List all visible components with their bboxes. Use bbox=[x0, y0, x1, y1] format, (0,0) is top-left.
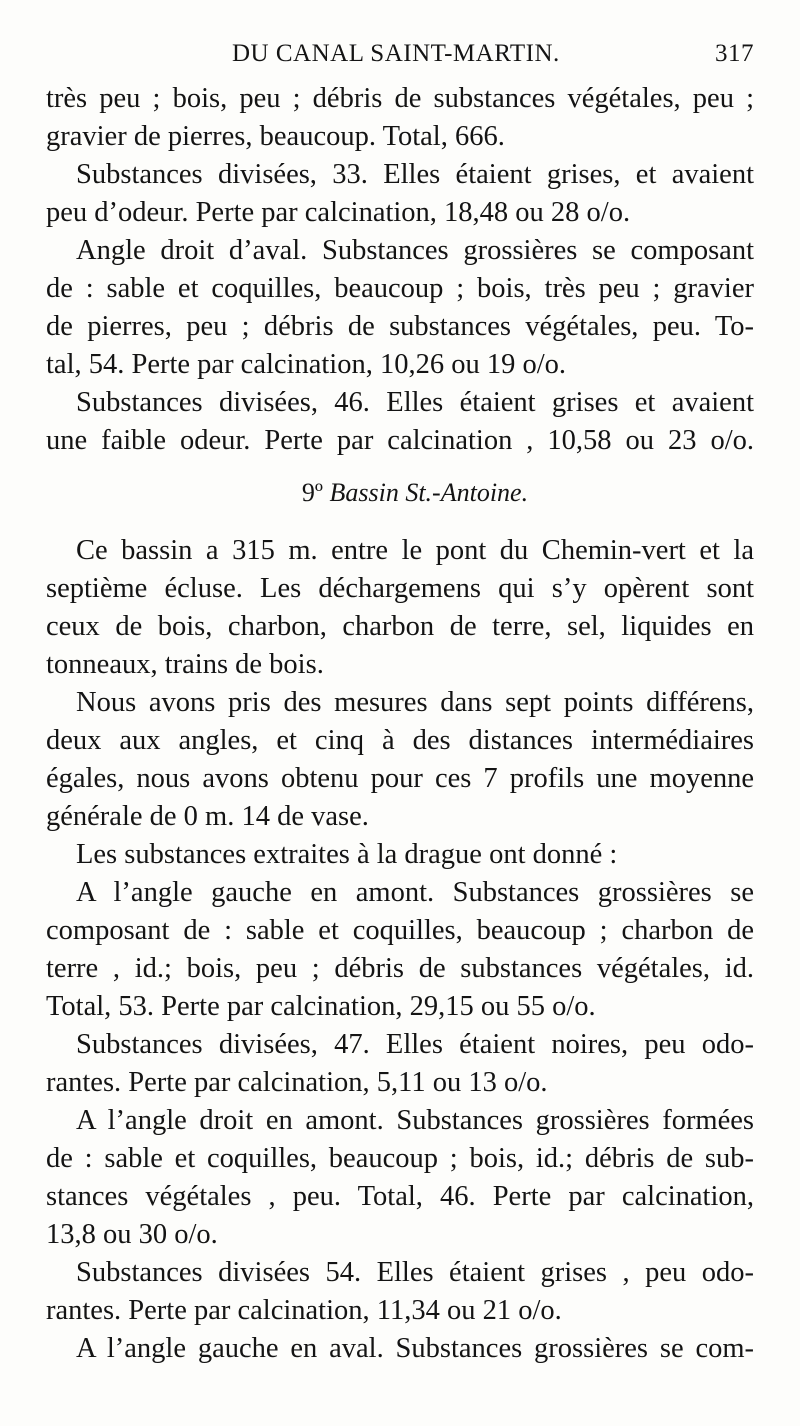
text-line: terre , id.; bois, peu ; débris de substances végétales, id. bbox=[46, 953, 754, 984]
text-line: de : sable et coquilles, beaucoup ; bois, très peu ; gravier bbox=[46, 273, 754, 304]
text-line: de pierres, peu ; débris de substances végétales, peu. To- bbox=[46, 311, 754, 342]
text-line: de : sable et coquilles, beaucoup ; bois, id.; débris de sub- bbox=[46, 1143, 754, 1174]
text-line: Substances divisées, 47. Elles étaient noires, peu odo- bbox=[76, 1029, 754, 1060]
text-line: Les substances extraites à la drague ont donné : bbox=[76, 839, 618, 870]
text-block-before-heading bbox=[46, 80, 754, 460]
text-line: stances végétales , peu. Total, 46. Perte par calcination, bbox=[46, 1181, 754, 1212]
text-line: très peu ; bois, peu ; débris de substances végétales, peu ; bbox=[46, 83, 754, 114]
text-line: Angle droit d’aval. Substances grossières se composant bbox=[76, 235, 754, 266]
text-line: tal, 54. Perte par calcination, 10,26 ou 19 o/o. bbox=[46, 349, 566, 380]
text-line: générale de 0 m. 14 de vase. bbox=[46, 801, 369, 832]
text-line: Substances divisées 54. Elles étaient grises , peu odo- bbox=[76, 1257, 754, 1288]
page-number: 317 bbox=[715, 40, 754, 67]
running-head-title: DU CANAL SAINT-MARTIN. bbox=[232, 40, 560, 67]
text-block-after-heading bbox=[46, 532, 754, 1368]
text-line: gravier de pierres, beaucoup. Total, 666. bbox=[46, 121, 505, 152]
text-line: peu d’odeur. Perte par calcination, 18,48 ou 28 o/o. bbox=[46, 197, 631, 228]
section-heading-ordinal: 9º bbox=[301, 478, 323, 507]
text-line: deux aux angles, et cinq à des distances intermédiaires bbox=[46, 725, 754, 756]
text-line: A l’angle gauche en amont. Substances grossières se bbox=[76, 877, 754, 908]
section-heading bbox=[46, 474, 754, 512]
text-line: A l’angle droit en amont. Substances grossières formées bbox=[76, 1105, 754, 1136]
text-line: septième écluse. Les déchargemens qui s’y opèrent sont bbox=[46, 573, 754, 604]
text-line: composant de : sable et coquilles, beaucoup ; charbon de bbox=[46, 915, 754, 946]
text-line: rantes. Perte par calcination, 5,11 ou 13 o/o. bbox=[46, 1067, 548, 1098]
text-line: Ce bassin a 315 m. entre le pont du Chemin-vert et la bbox=[76, 535, 754, 566]
text-line: Substances divisées, 33. Elles étaient grises, et avaient bbox=[76, 159, 754, 190]
text-line: tonneaux, trains de bois. bbox=[46, 649, 324, 680]
section-heading-title: Bassin St.-Antoine. bbox=[329, 478, 529, 507]
text-line: Total, 53. Perte par calcination, 29,15 ou 55 o/o. bbox=[46, 991, 596, 1022]
text-line: égales, nous avons obtenu pour ces 7 profils une moyenne bbox=[46, 763, 754, 794]
text-line: 13,8 ou 30 o/o. bbox=[46, 1219, 218, 1250]
text-line: ceux de bois, charbon, charbon de terre, sel, liquides en bbox=[46, 611, 754, 642]
body-text bbox=[46, 80, 754, 1368]
text-line: rantes. Perte par calcination, 11,34 ou 21 o/o. bbox=[46, 1295, 562, 1326]
text-line: Substances divisées, 46. Elles étaient grises et avaient bbox=[76, 387, 754, 418]
text-line: Nous avons pris des mesures dans sept points différens, bbox=[76, 687, 754, 718]
running-head bbox=[46, 40, 760, 74]
text-line: A l’angle gauche en aval. Substances grossières se com- bbox=[76, 1333, 754, 1364]
text-line: une faible odeur. Perte par calcination , 10,58 ou 23 o/o. bbox=[46, 425, 754, 456]
